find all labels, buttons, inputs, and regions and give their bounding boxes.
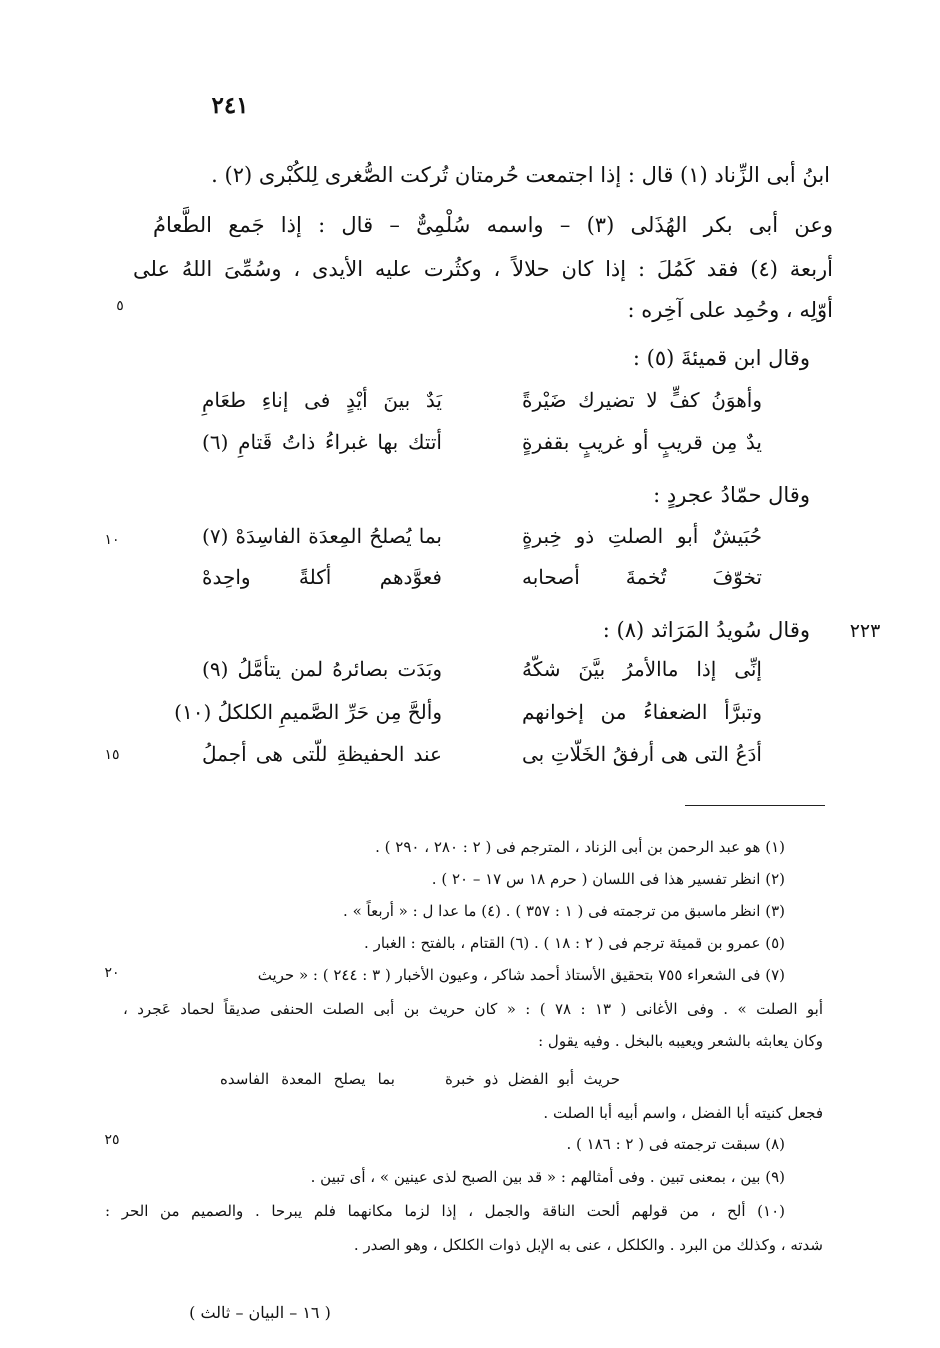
verse-1-second-hemistich: يَدٌ بينَ أيْدٍ فى إناءِ طعَامِ [202, 388, 442, 412]
line-number-25: ٢٥ [104, 1132, 120, 1148]
line-number-10: ١٠ [104, 532, 120, 548]
footnote-5-6: (٥) عمرو بن قميئة ترجم فى ( ٢ : ١٨ ) . (٦) القتام ، بالفتح : الغبار . [364, 934, 785, 952]
verse-4-second-hemistich: فعوَّدهم أكلةً واحِدهْ [202, 565, 442, 589]
prose-intro-suwayd-al-marathid: وقال سُويدُ المَرَاثد (٨) : [602, 618, 810, 642]
verse-2 [202, 430, 762, 460]
verse-3-second-hemistich: بما يُصلحُ المِعدَة الفاسِدَهْ (٧) [202, 524, 442, 548]
prose-intro-ibn-qamiah: وقال ابن قميئةَ (٥) : [632, 346, 810, 370]
prose-line-1: ابنُ أبى الزِّناد (١) قال : إذا اجتمعت حُرمتان تُركت الصُّغرى لِلكُبْرى (٢) . [211, 163, 830, 187]
footnote-2: (٢) انظر تفسير هذا فى اللسان ( حرم ١٨ س ١٧ – ٢٠ ) . [431, 870, 785, 888]
verse-1-first-hemistich: وأهوَنُ كفٍّ لا تضيرك ضَيْرةً [522, 388, 762, 412]
line-number-5: ٥ [116, 298, 124, 314]
page-number: ٢٤١ [211, 92, 249, 119]
footnote-verse-first-hemistich: حريث أبو الفضل ذو خبرة [445, 1070, 620, 1088]
verse-7 [202, 742, 762, 772]
margin-reference-number: ٢٢٣ [849, 620, 881, 642]
footnote-9: (٩) بين ، بمعنى تبين . وفى أمثالهم : « قد بين الصبح لذى عينين » ، أى تبين . [310, 1168, 785, 1186]
footnote-verse-second-hemistich: بما يصلح المعدة الفاسده [220, 1070, 395, 1088]
footnote-7: (٧) فى الشعراء ٧٥٥ بتحقيق الأستاذ أحمد شاكر ، وعيون الأخبار ( ٣ : ٢٤٤ ) : « حريث [257, 966, 785, 984]
footnote-quoted-verse [220, 1070, 620, 1092]
verse-3 [202, 524, 762, 554]
verse-5 [202, 657, 762, 687]
verse-5-first-hemistich: إنِّى إذا ماالأمرُ بيَّنَ شكّهُ [522, 657, 762, 681]
verse-6 [174, 700, 762, 730]
prose-line-3: أربعة (٤) فقد كَمُلَ : إذا كان حلالاً ، وكثُرت عليه الأيدى ، وسُمِّىَ اللهُ على [133, 257, 834, 281]
footnote-10-continued: شدته ، وكذلك من البرد . والكلكل ، عنى به الإبل ذوات الكلكل ، وهو الصدر . [353, 1236, 823, 1254]
prose-line-2: وعن أبى بكر الهُذَلى (٣) – واسمه سُلْمِىٌّ – قال : إذا جَمع الطَّعامُ [153, 213, 833, 237]
line-number-15: ١٥ [104, 747, 120, 763]
footnote-10: (١٠) ألح ، من قولهم ألحت الناقة والجمل ، إذا لزما مكانهما فلم يبرحا . والصميم من الحر : [105, 1202, 785, 1220]
prose-line-4: أوّلِه ، وحُمِد على آخِره : [627, 298, 833, 322]
verse-1 [202, 388, 762, 418]
verse-7-second-hemistich: عند الحفيظةِ للّتى هى أجملُ [202, 742, 442, 766]
verse-7-first-hemistich: أدَعُ التى هى أرفقُ الخَلّاتِ بى [522, 742, 762, 766]
footnote-8: (٨) سبقت ترجمته فى ( ٢ : ١٨٦ ) . [566, 1135, 785, 1153]
verse-4-first-hemistich: تخوّفَ تُخمةَ أصحابه [522, 565, 762, 589]
verse-6-second-hemistich: وألحَّ مِن حَرِّ الصَّميمِ الكلكلُ (١٠) [174, 700, 442, 724]
verse-2-first-hemistich: يدٌ مِن قريبٍ أو غريبٍ بقفرةٍ [522, 430, 762, 454]
verse-6-first-hemistich: وتبرَّأ الضعفاءُ من إخوانهم [522, 700, 762, 724]
footnote-divider [685, 805, 825, 806]
footnote-1: (١) هو عبد الرحمن بن أبى الزناد ، المترجم فى ( ٢ : ٢٨٠ ، ٢٩٠ ) . [375, 838, 785, 856]
footnote-7-continued-2: وكان يعابثه بالشعر ويعيبه بالبخل . وفيه يقول : [538, 1032, 823, 1050]
verse-5-second-hemistich: وبَدَت بصائرهُ لمن يتأمَّلُ (٩) [202, 657, 442, 681]
footnote-7-conclusion: فجعل كنيته أبا الفضل ، واسم أبيه أبا الصلت . [543, 1104, 823, 1122]
page-footer-signature: ( ١٦ – البيان – ثالث ) [189, 1303, 331, 1322]
prose-intro-hammad-ajrad: وقال حمّادُ عجردٍ : [653, 483, 810, 507]
footnote-7-continued: أبو الصلت » . وفى الأغانى ( ١٣ : ٧٨ ) : « كان حريث بن أبى الصلت الحنفى صديقاً لحماد عَجرد ، [123, 1000, 823, 1018]
verse-2-second-hemistich: أتتك بها غبراءُ ذاتُ قَتامِ (٦) [202, 430, 442, 454]
verse-4 [202, 565, 762, 595]
line-number-20: ٢٠ [104, 965, 120, 981]
verse-3-first-hemistich: حُبَيشٌ أبو الصلتِ ذو خِبرةٍ [522, 524, 762, 548]
footnote-3-4: (٣) انظر ماسبق من ترجمته فى ( ١ : ٣٥٧ ) . (٤) ما عدا ل : « أربعاً » . [343, 902, 785, 920]
